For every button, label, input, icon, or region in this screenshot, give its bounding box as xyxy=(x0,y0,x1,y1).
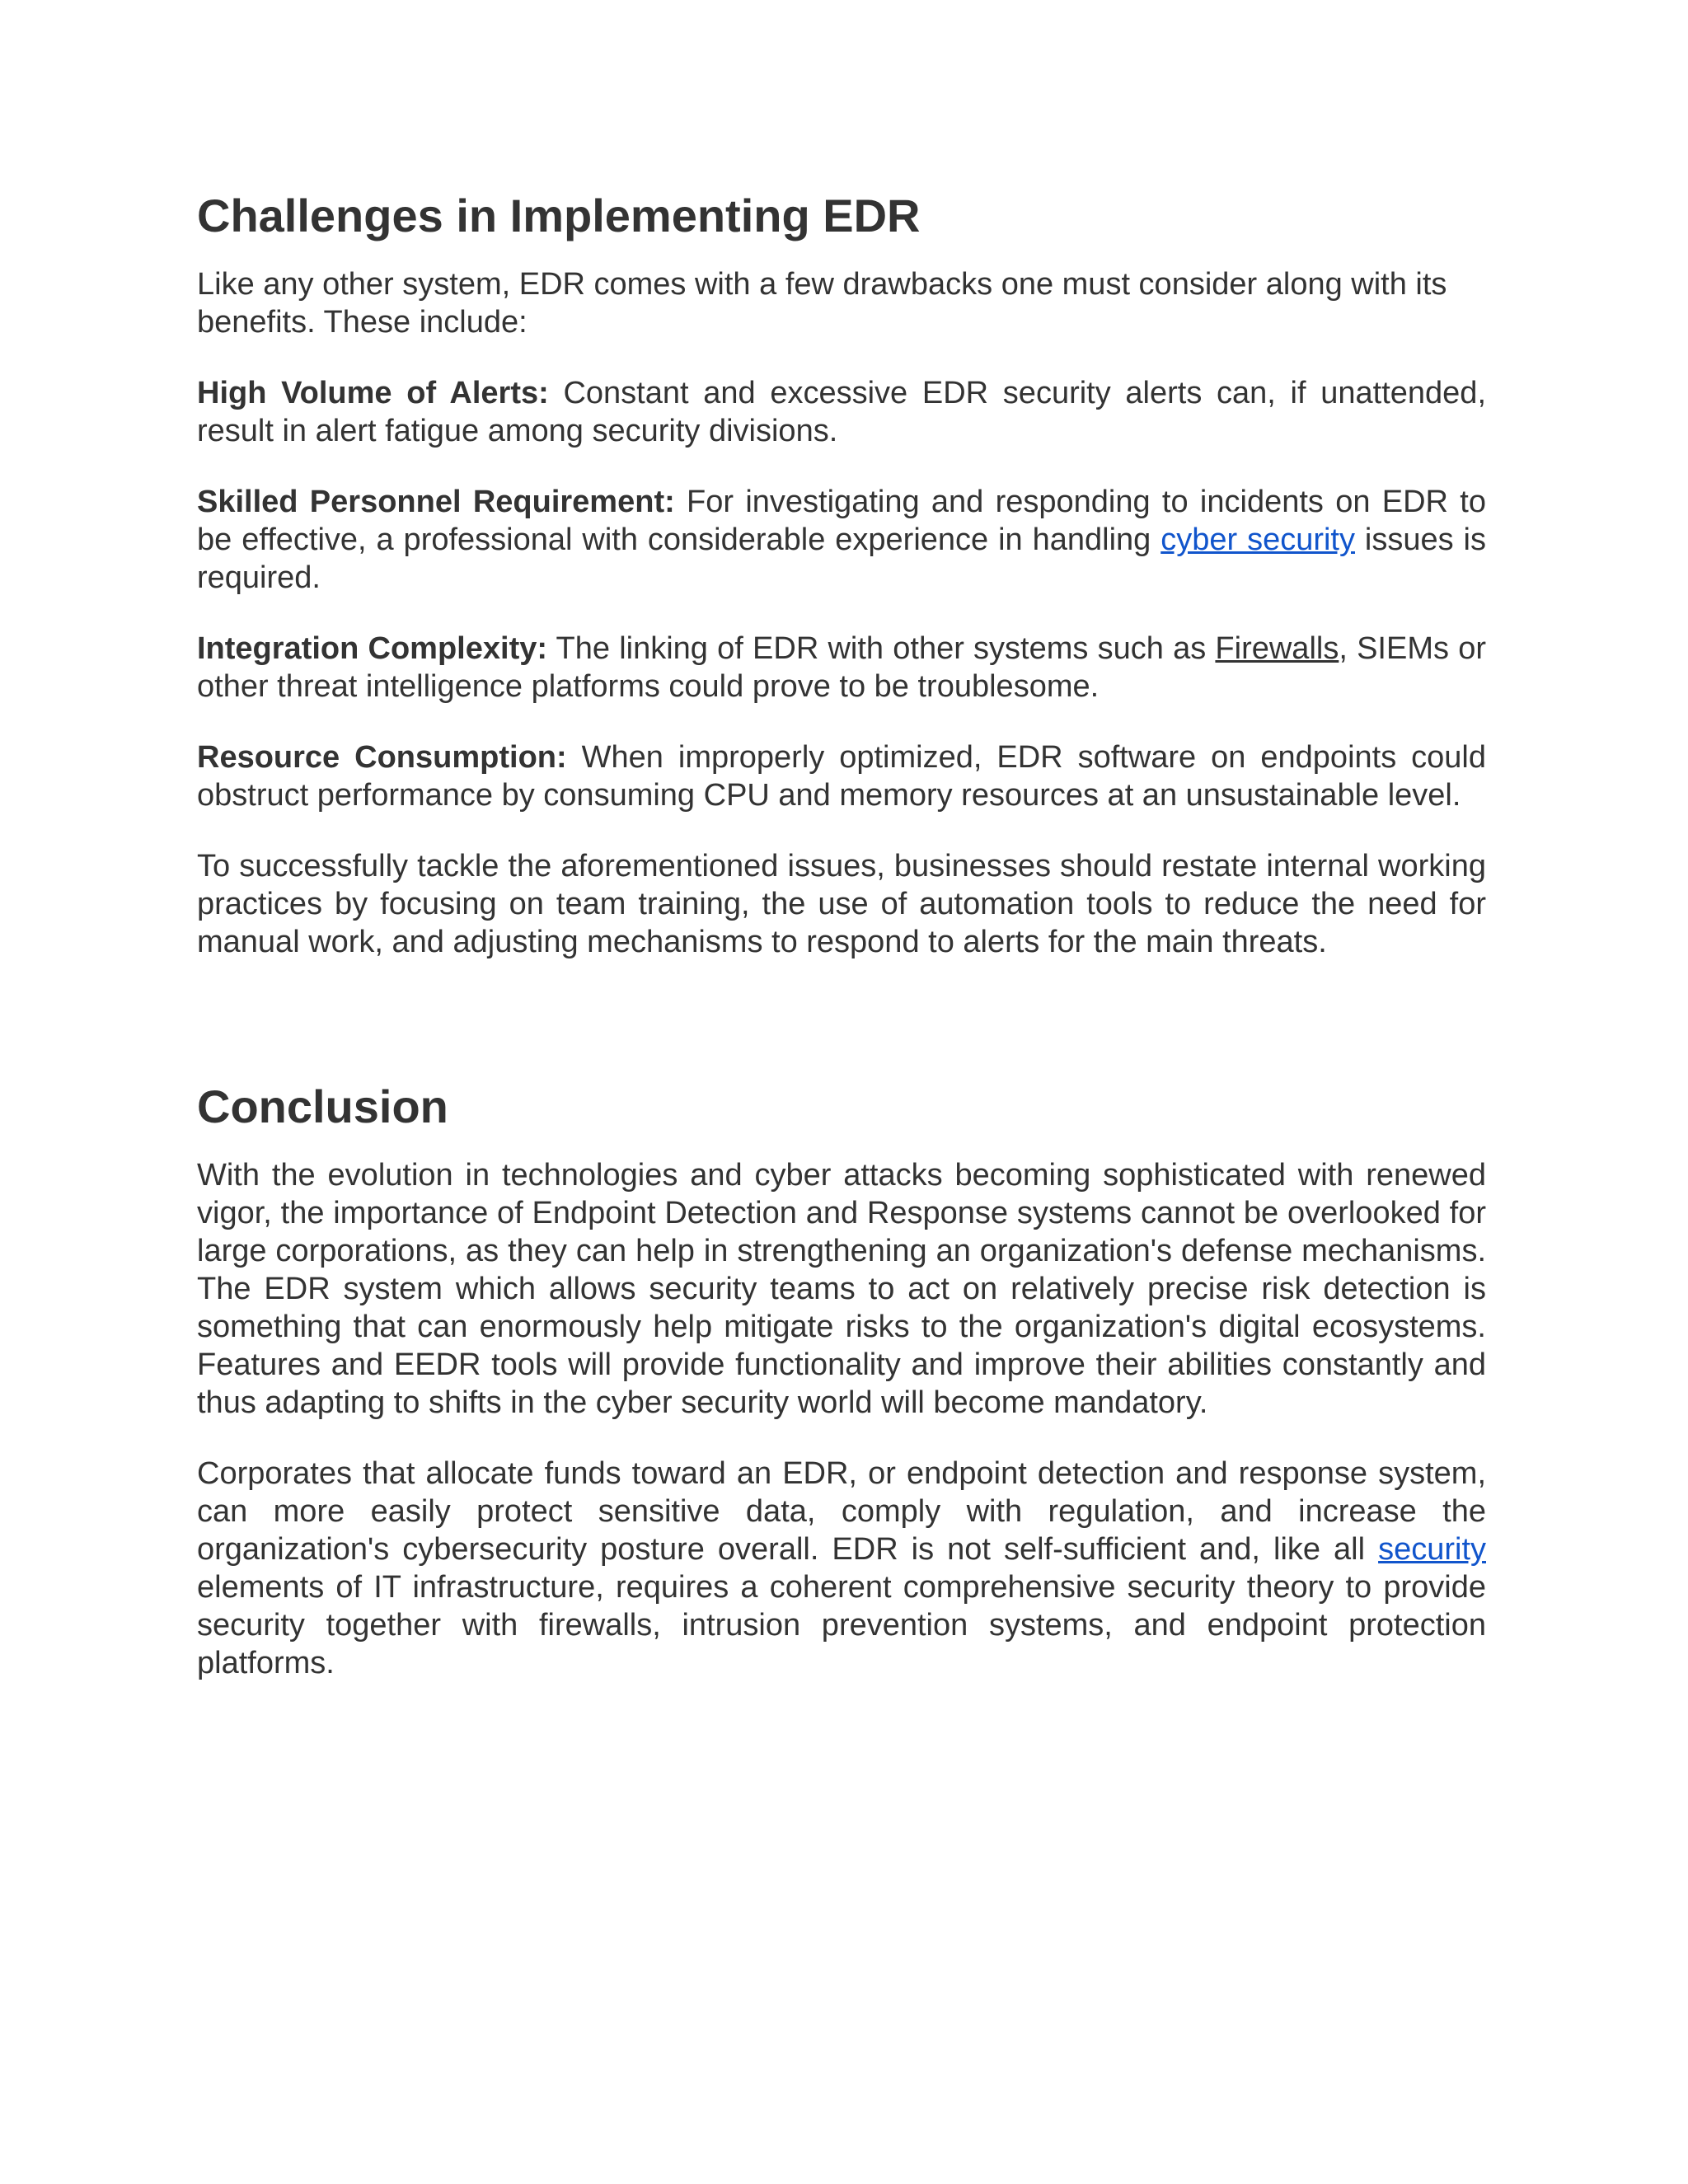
conclusion-paragraph-2 xyxy=(197,1455,1486,1682)
document-page xyxy=(197,190,1486,1715)
security-link[interactable]: security xyxy=(1378,1532,1486,1567)
cyber-security-link[interactable]: cyber security xyxy=(1160,523,1355,557)
item-text: For investigating and responding to incidents on EDR to be effective, a professional with considerable experience in handling xyxy=(197,485,1486,557)
conclusion-paragraph-1: With the evolution in technologies and cyber attacks becoming sophisticated with renewed vigor, the importance of Endpoint Detection and Response systems cannot be overlooked for large corporations, as they can help in strengthening an organization's defense mechanisms. The EDR system which allows security teams to act on relatively precise risk detection is something that can enormously help mitigate risks to the organization's digital ecosystems. Features and EEDR tools will provide functionality and improve their abilities constantly and thus adapting to shifts in the cyber security world will become mandatory. xyxy=(197,1158,1486,1420)
item-label: Skilled Personnel Requirement: xyxy=(197,485,675,519)
paragraph-text-after: elements of IT infrastructure, requires a coherent comprehensive security theory to provide security together with firewalls, intrusion prevention systems, and endpoint protection platforms. xyxy=(197,1570,1486,1680)
paragraph-text: Corporates that allocate funds toward an EDR, or endpoint detection and response system, can more easily protect sensitive data, comply with regulation, and increase the organization's cybersecurity posture overall. EDR is not self-sufficient and, like all xyxy=(197,1456,1486,1567)
item-text: Constant and excessive EDR security alerts can, if unattended, result in alert fatigue among security divisions. xyxy=(197,376,1486,448)
list-item-integration-complexity xyxy=(197,630,1486,705)
section-heading-challenges: Challenges in Implementing EDR xyxy=(197,190,921,241)
list-item-resource-consumption xyxy=(197,738,1486,814)
item-text: The linking of EDR with other systems such as xyxy=(547,631,1216,666)
intro-paragraph: Like any other system, EDR comes with a few drawbacks one must consider along with its benefits. These include: xyxy=(197,267,1447,340)
list-item-high-volume xyxy=(197,374,1486,450)
item-label: Resource Consumption: xyxy=(197,740,567,775)
item-text-after: , SIEMs or other threat intelligence platforms could prove to be troublesome. xyxy=(197,631,1486,704)
section-heading-conclusion: Conclusion xyxy=(197,1080,448,1132)
item-text: When improperly optimized, EDR software on endpoints could obstruct performance by consuming CPU and memory resources at an unsustainable level. xyxy=(197,740,1487,813)
item-label: Integration Complexity: xyxy=(197,631,548,666)
list-item-skilled-personnel xyxy=(197,483,1486,597)
closing-paragraph: To successfully tackle the aforementioned issues, businesses should restate internal working practices by focusing on team training, the use of automation tools to reduce the need for manual work, and adjusting mechanisms to respond to alerts for the main threats. xyxy=(197,849,1486,959)
firewalls-link[interactable]: Firewalls xyxy=(1215,631,1339,666)
item-label: High Volume of Alerts: xyxy=(197,376,549,410)
item-text-after: issues is required. xyxy=(197,523,1486,595)
